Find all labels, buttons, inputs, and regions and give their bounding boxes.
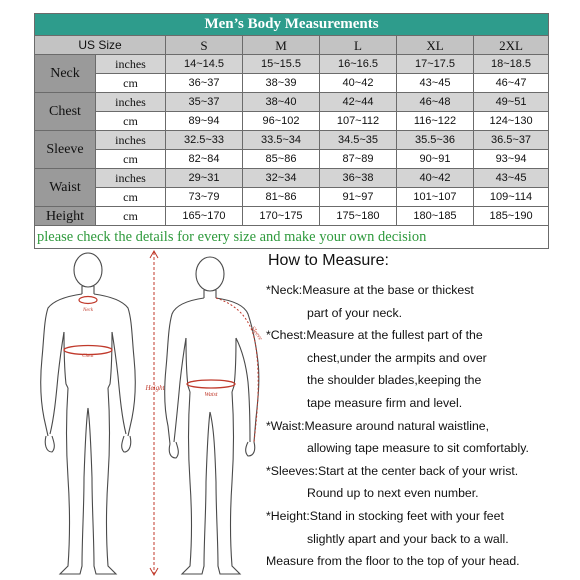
table-cell: 29~31 xyxy=(166,169,243,188)
unit-label: inches xyxy=(96,131,166,150)
front-figure xyxy=(41,253,136,574)
sleeve-label: Sleeve xyxy=(35,131,96,169)
instruction-line: Measure from the floor to the top of your head. xyxy=(266,554,520,569)
table-cell: 16~16.5 xyxy=(320,55,397,74)
table-cell: 180~185 xyxy=(397,207,474,226)
waist-figure-label: Waist xyxy=(204,392,218,398)
height-instruction xyxy=(266,505,576,573)
table-cell: 43~45 xyxy=(474,169,549,188)
table-cell: 109~114 xyxy=(474,188,549,207)
waist-tape xyxy=(187,380,235,398)
chest-figure-label: Chest xyxy=(82,354,94,359)
sleeve-instruction xyxy=(266,460,576,505)
height-figure-label: Height xyxy=(145,384,165,392)
size-header-m: M xyxy=(243,36,320,55)
measure-instructions xyxy=(266,279,576,573)
table-row xyxy=(35,207,549,226)
table-cell: 32.5~33 xyxy=(166,131,243,150)
unit-label: inches xyxy=(96,55,166,74)
unit-label: cm xyxy=(96,150,166,169)
table-cell: 42~44 xyxy=(320,93,397,112)
unit-label: inches xyxy=(96,93,166,112)
unit-label: inches xyxy=(96,169,166,188)
chest-instruction xyxy=(266,324,576,414)
table-cell: 35~37 xyxy=(166,93,243,112)
table-cell: 18~18.5 xyxy=(474,55,549,74)
table-cell: 38~40 xyxy=(243,93,320,112)
table-cell: 36~37 xyxy=(166,74,243,93)
neck-figure-label: Neck xyxy=(83,308,93,313)
waist-label: Waist xyxy=(35,169,96,207)
sleeve-figure-label: Sleeve xyxy=(249,325,264,342)
instruction-line: *Chest:Measure at the fullest part of the xyxy=(266,328,483,343)
size-header-2xl: 2XL xyxy=(474,36,549,55)
table-row xyxy=(35,112,549,131)
neck-instruction xyxy=(266,279,576,324)
neck-tape xyxy=(79,297,97,314)
table-cell: 46~48 xyxy=(397,93,474,112)
height-line xyxy=(144,251,165,575)
table-cell: 32~34 xyxy=(243,169,320,188)
instruction-line: part of your neck. xyxy=(307,305,403,320)
table-cell: 35.5~36 xyxy=(397,131,474,150)
sleeve-tape xyxy=(216,298,263,442)
table-cell: 40~42 xyxy=(397,169,474,188)
table-row xyxy=(35,55,549,74)
unit-label: cm xyxy=(96,188,166,207)
table-cell: 40~42 xyxy=(320,74,397,93)
body-figures-illustration xyxy=(30,248,280,578)
instruction-line: *Height:Stand in stocking feet with your feet xyxy=(266,508,504,523)
table-row xyxy=(35,74,549,93)
back-figure xyxy=(165,257,259,574)
table-cell: 124~130 xyxy=(474,112,549,131)
instruction-line: allowing tape measure to sit comfortably. xyxy=(307,441,529,456)
table-cell: 165~170 xyxy=(166,207,243,226)
instruction-line: *Sleeves:Start at the center back of your wrist. xyxy=(266,463,519,478)
chest-tape xyxy=(64,346,112,360)
table-cell: 73~79 xyxy=(166,188,243,207)
table-row xyxy=(35,150,549,169)
table-cell: 14~14.5 xyxy=(166,55,243,74)
table-cell: 116~122 xyxy=(397,112,474,131)
table-cell: 38~39 xyxy=(243,74,320,93)
instruction-line: slightly apart and your back to a wall. xyxy=(307,531,509,546)
how-to-measure-title: How to Measure: xyxy=(268,252,389,269)
table-row xyxy=(35,169,549,188)
instruction-line: Round up to next even number. xyxy=(307,486,479,501)
table-cell: 82~84 xyxy=(166,150,243,169)
table-cell: 96~102 xyxy=(243,112,320,131)
size-header-xl: XL xyxy=(397,36,474,55)
table-title: Men’s Body Measurements xyxy=(35,14,549,36)
chest-label: Chest xyxy=(35,93,96,131)
instruction-line: tape measure firm and level. xyxy=(307,395,463,410)
table-cell: 34.5~35 xyxy=(320,131,397,150)
table-cell: 85~86 xyxy=(243,150,320,169)
size-header-s: S xyxy=(166,36,243,55)
table-cell: 93~94 xyxy=(474,150,549,169)
table-cell: 87~89 xyxy=(320,150,397,169)
unit-label: cm xyxy=(96,74,166,93)
table-cell: 101~107 xyxy=(397,188,474,207)
table-cell: 107~112 xyxy=(320,112,397,131)
table-cell: 175~180 xyxy=(320,207,397,226)
table-cell: 33.5~34 xyxy=(243,131,320,150)
table-cell: 185~190 xyxy=(474,207,549,226)
neck-label: Neck xyxy=(35,55,96,93)
table-cell: 36~38 xyxy=(320,169,397,188)
instruction-line: *Waist:Measure around natural waistline, xyxy=(266,418,490,433)
table-cell: 81~86 xyxy=(243,188,320,207)
waist-instruction xyxy=(266,415,576,460)
table-row xyxy=(35,93,549,112)
table-cell: 17~17.5 xyxy=(397,55,474,74)
table-cell: 89~94 xyxy=(166,112,243,131)
unit-label: cm xyxy=(96,112,166,131)
height-label: Height xyxy=(35,207,96,226)
table-cell: 170~175 xyxy=(243,207,320,226)
table-cell: 46~47 xyxy=(474,74,549,93)
instruction-line: the shoulder blades,keeping the xyxy=(307,373,482,388)
table-cell: 91~97 xyxy=(320,188,397,207)
unit-label: cm xyxy=(96,207,166,226)
table-row xyxy=(35,188,549,207)
size-note: please check the details for every size and make your own decision xyxy=(35,226,549,249)
size-chart-table xyxy=(34,13,549,249)
table-cell: 36.5~37 xyxy=(474,131,549,150)
instruction-line: *Neck:Measure at the base or thickest xyxy=(266,283,474,297)
table-cell: 90~91 xyxy=(397,150,474,169)
table-cell: 15~15.5 xyxy=(243,55,320,74)
size-header-l: L xyxy=(320,36,397,55)
instruction-line: chest,under the armpits and over xyxy=(307,350,487,365)
table-cell: 43~45 xyxy=(397,74,474,93)
table-row xyxy=(35,131,549,150)
table-cell: 49~51 xyxy=(474,93,549,112)
us-size-header: US Size xyxy=(35,36,166,55)
